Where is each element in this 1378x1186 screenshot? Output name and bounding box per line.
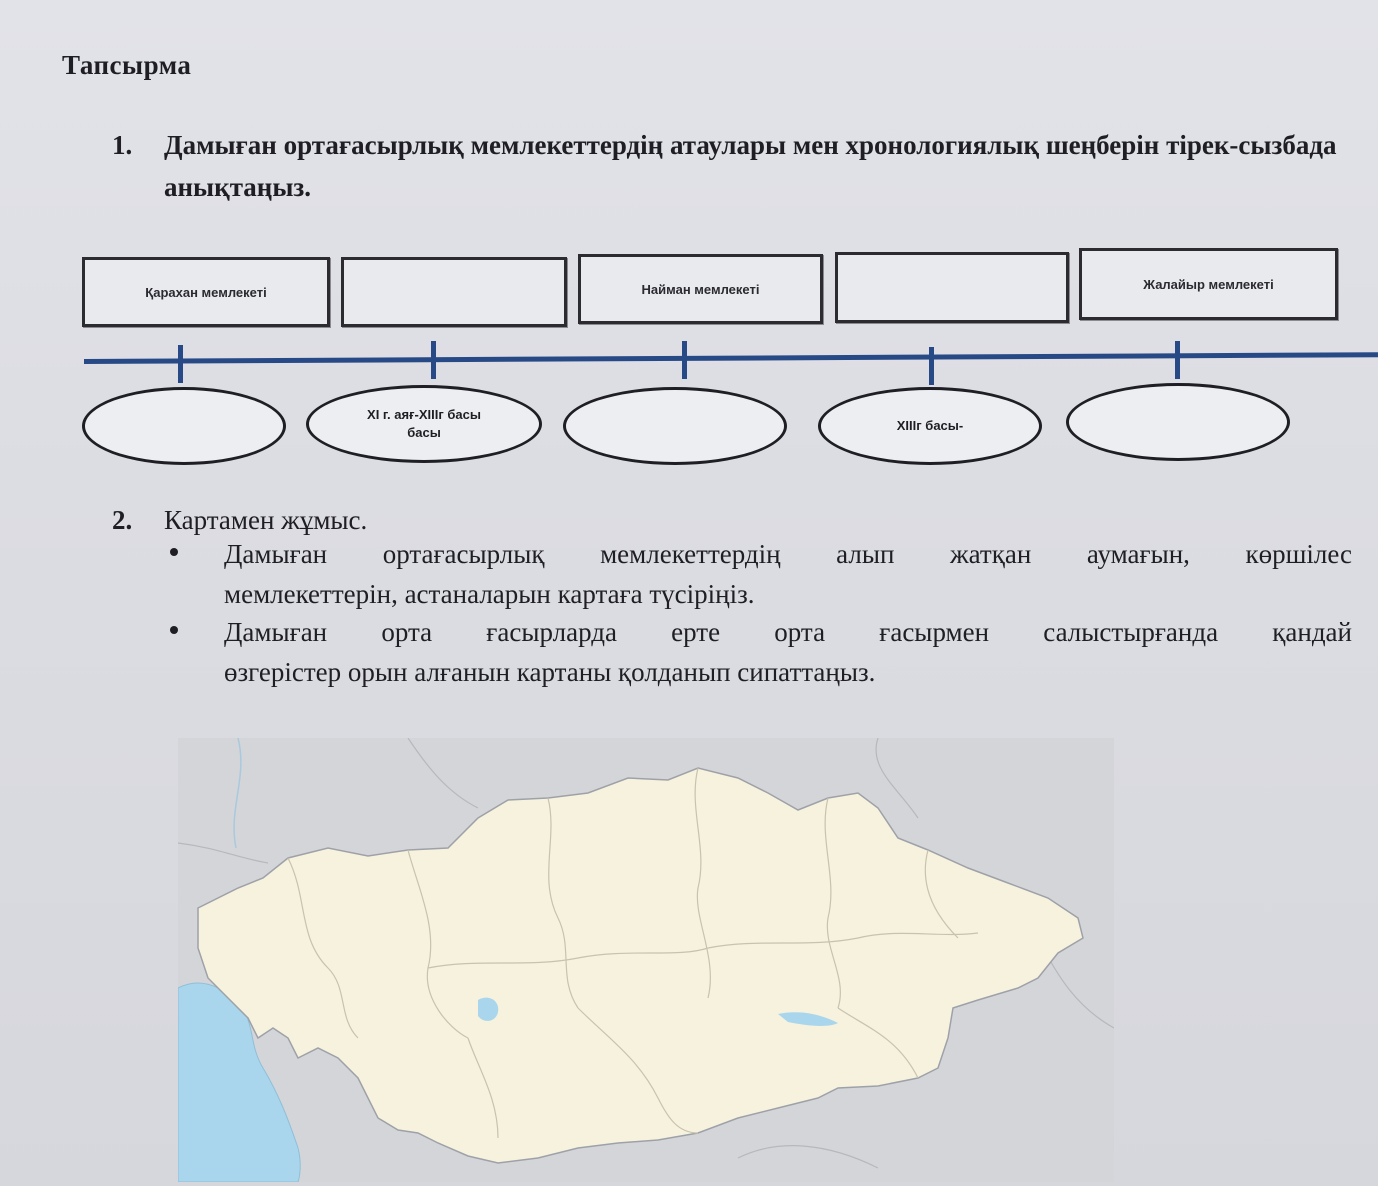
- task-2-number: 2.: [112, 505, 133, 535]
- diagram-ellipse-2-text: XІ г. аяғ-XІІІг басы: [367, 407, 481, 422]
- timeline-tick: [682, 341, 687, 379]
- kazakhstan-outline-map: [178, 738, 1114, 1182]
- task-1-text: Дамыған ортағасырлық мемлекеттердің атаулары мен хронологиялық шеңберін тірек-сызбада анықтаңыз.: [164, 130, 1337, 202]
- task-2-title: Картамен жұмыс.: [164, 505, 368, 535]
- task-1-number: 1.: [112, 130, 133, 160]
- diagram-ellipse-4[interactable]: [818, 387, 1042, 465]
- diagram-box-4[interactable]: [835, 252, 1069, 323]
- diagram-ellipse-3[interactable]: [563, 387, 787, 465]
- task-2-bullet-1-line-1: Дамыған ортағасырлық мемлекеттердің алып жатқан аумағын, көршілес: [224, 539, 1352, 569]
- bullet-dot: [170, 548, 178, 556]
- diagram-ellipse-1[interactable]: [82, 387, 286, 465]
- timeline-tick: [431, 341, 436, 379]
- diagram-ellipse-2[interactable]: [306, 385, 542, 463]
- diagram-ellipse-4-text: XІІІг басы-: [896, 418, 964, 433]
- diagram-box-3[interactable]: [578, 254, 823, 324]
- diagram-ellipse-5[interactable]: [1066, 383, 1290, 461]
- page-heading: Тапсырма: [62, 50, 192, 80]
- diagram-box-1-label: Қарахан мемлекеті: [145, 284, 267, 300]
- task-2-bullet-2-line-2: өзгерістер орын алғанын картаны қолданып сипаттаңыз.: [224, 657, 876, 687]
- timeline-tick: [1175, 341, 1180, 379]
- task-2-bullet-1-line-2: мемлекеттерін, астаналарын картаға түсіріңіз.: [224, 579, 755, 609]
- diagram-box-3-label: Найман мемлекеті: [641, 281, 760, 297]
- task-2-bullet-2-line-1: Дамыған орта ғасырларда ерте орта ғасырмен салыстырғанда қандай: [224, 617, 1352, 647]
- diagram-ellipse-2-text-2: басы: [407, 425, 441, 440]
- timeline-tick: [929, 347, 934, 385]
- diagram-box-1[interactable]: [82, 257, 330, 327]
- timeline-diagram: [0, 235, 1378, 475]
- bullet-dot: [170, 626, 178, 634]
- timeline-tick: [178, 345, 183, 383]
- diagram-box-2[interactable]: [341, 257, 567, 327]
- diagram-box-5[interactable]: [1079, 248, 1338, 320]
- timeline-line: [84, 352, 1378, 364]
- task-1: [112, 124, 1352, 208]
- map-svg: [178, 738, 1114, 1182]
- diagram-box-5-label: Жалайыр мемлекеті: [1143, 276, 1274, 292]
